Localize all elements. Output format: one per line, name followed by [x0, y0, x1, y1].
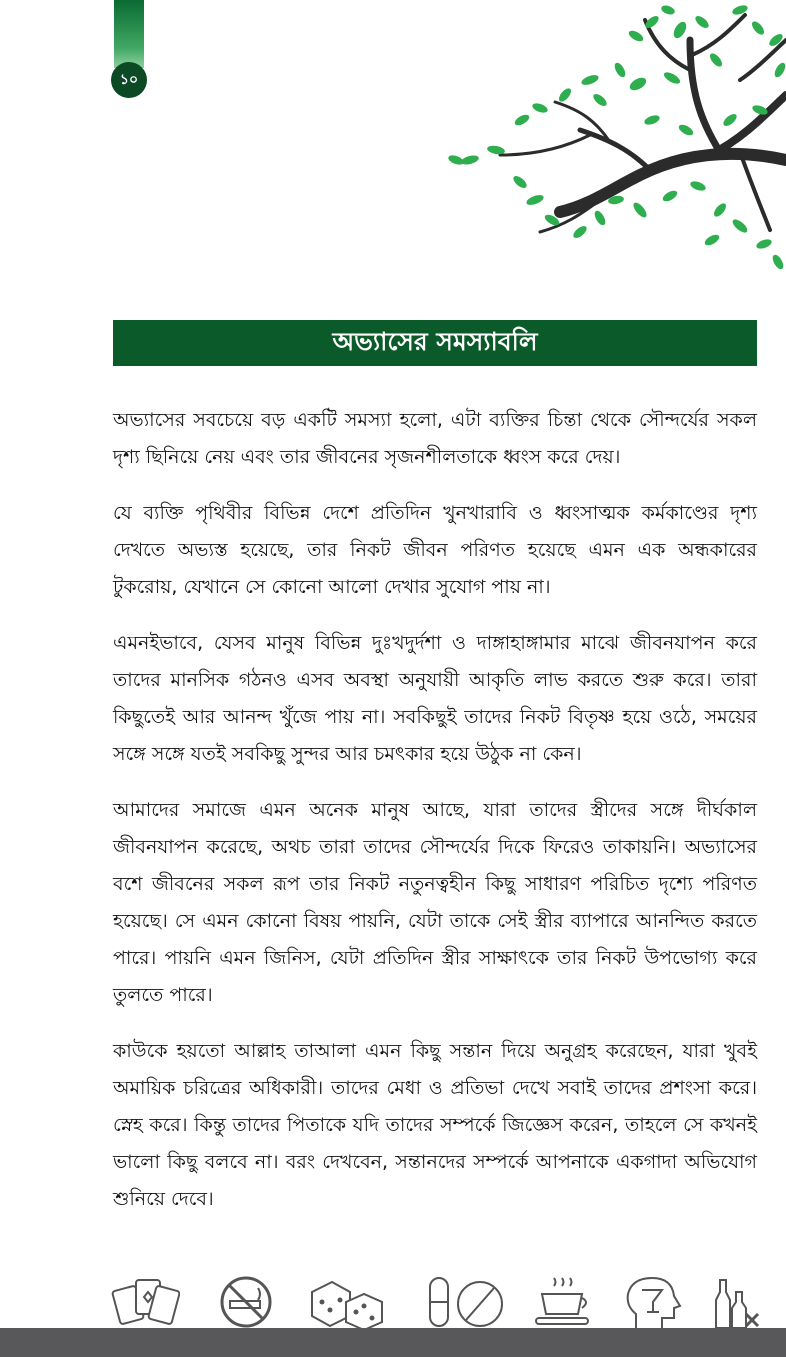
page-number: ১০: [111, 62, 147, 98]
paragraph: কাউকে হয়তো আল্লাহ তাআলা এমন কিছু সন্তান দিয়ে অনুগ্রহ করেছেন, যারা খুবই অমায়িক চরিত্রের অধিকারী। তাদের মেধা ও প্রতিভা দেখে সবাই তাদের প্রশংসা করে। স্নেহ করে। কিন্তু তাদের পিতাকে যদি তাদের সম্পর্কে জিজ্ঞেস করেন, তাহলে সে কখনই ভালো কিছু বলবে না। বরং দেখবেন, সন্তানদের সম্পর্কে আপনাকে একগাদা অভিযোগ শুনিয়ে দেবে।: [113, 1040, 757, 1210]
dice-icon: [306, 1274, 386, 1330]
footer-bar: [0, 1328, 786, 1357]
alcohol-bottles-icon: [706, 1274, 762, 1330]
tree-branch-illustration: [440, 0, 786, 270]
paragraph: আমাদের সমাজে এমন অনেক মানুষ আছে, যারা তাদের স্ত্রীদের সঙ্গে দীর্ঘকাল জীবনযাপন করেছে, অথচ তারা তাদের সৌন্দর্যের দিকে ফিরেও তাকায়নি। অভ্যাসের বশে জীবনের সকল রূপ তার নিকট নতুনত্বহীন কিছু সাধারণ পরিচিত দৃশ্যে পরিণত হয়েছে। সে এমন কোনো বিষয় পায়নি, যেটা তাকে সেই স্ত্রীর ব্যাপারে আনন্দিত করতে পারে। পায়নি এমন জিনিস, যেটা প্রতিদিন স্ত্রীর সাক্ষাৎকে তার নিকট উপভোগ্য করে তুলতে পারে।: [113, 799, 757, 1006]
paragraph: অভ্যাসের সবচেয়ে বড় একটি সমস্যা হলো, এটা ব্যক্তির চিন্তা থেকে সৌন্দর্যের সকল দৃশ্য ছিনিয়ে নেয় এবং তার জীবনের সৃজনশীলতাকে ধ্বংস করে দেয়।: [113, 409, 757, 468]
footer-icons: [110, 1274, 786, 1334]
paragraph: যে ব্যক্তি পৃথিবীর বিভিন্ন দেশে প্রতিদিন খুনখারাবি ও ধ্বংসাত্মক কর্মকাণ্ডের দৃশ্য দেখতে অভ্যস্ত হয়েছে, তার নিকট জীবন পরিণত হয়েছে এমন এক অন্ধকারের টুকরোয়, যেখানে সে কোনো আলো দেখার সুযোগ পায় না।: [113, 502, 757, 598]
no-smoking-icon: [218, 1274, 274, 1330]
body-text: [113, 402, 757, 1237]
page-number-tab: [114, 0, 144, 68]
paragraph: এমনইভাবে, যেসব মানুষ বিভিন্ন দুঃখদুর্দশা ও দাঙ্গাহাঙ্গামার মাঝে জীবনযাপন করে তাদের মানসিক গঠনও এসব অবস্থা অনুযায়ী আকৃতি লাভ করতে শুরু করে। তারা কিছুতেই আর আনন্দ খুঁজে পায় না। সবকিছুই তাদের নিকট বিতৃষ্ণ হয়ে ওঠে, সময়ের সঙ্গে সঙ্গে যতই সবকিছু সুন্দর আর চমৎকার হয়ে উঠুক না কেন।: [113, 632, 757, 765]
chapter-title: অভ্যাসের সমস্যাবলি: [113, 320, 757, 366]
playing-cards-icon: [110, 1274, 180, 1330]
pills-icon: [424, 1274, 508, 1330]
hot-coffee-icon: [532, 1274, 594, 1330]
head-glass-icon: [622, 1274, 682, 1330]
